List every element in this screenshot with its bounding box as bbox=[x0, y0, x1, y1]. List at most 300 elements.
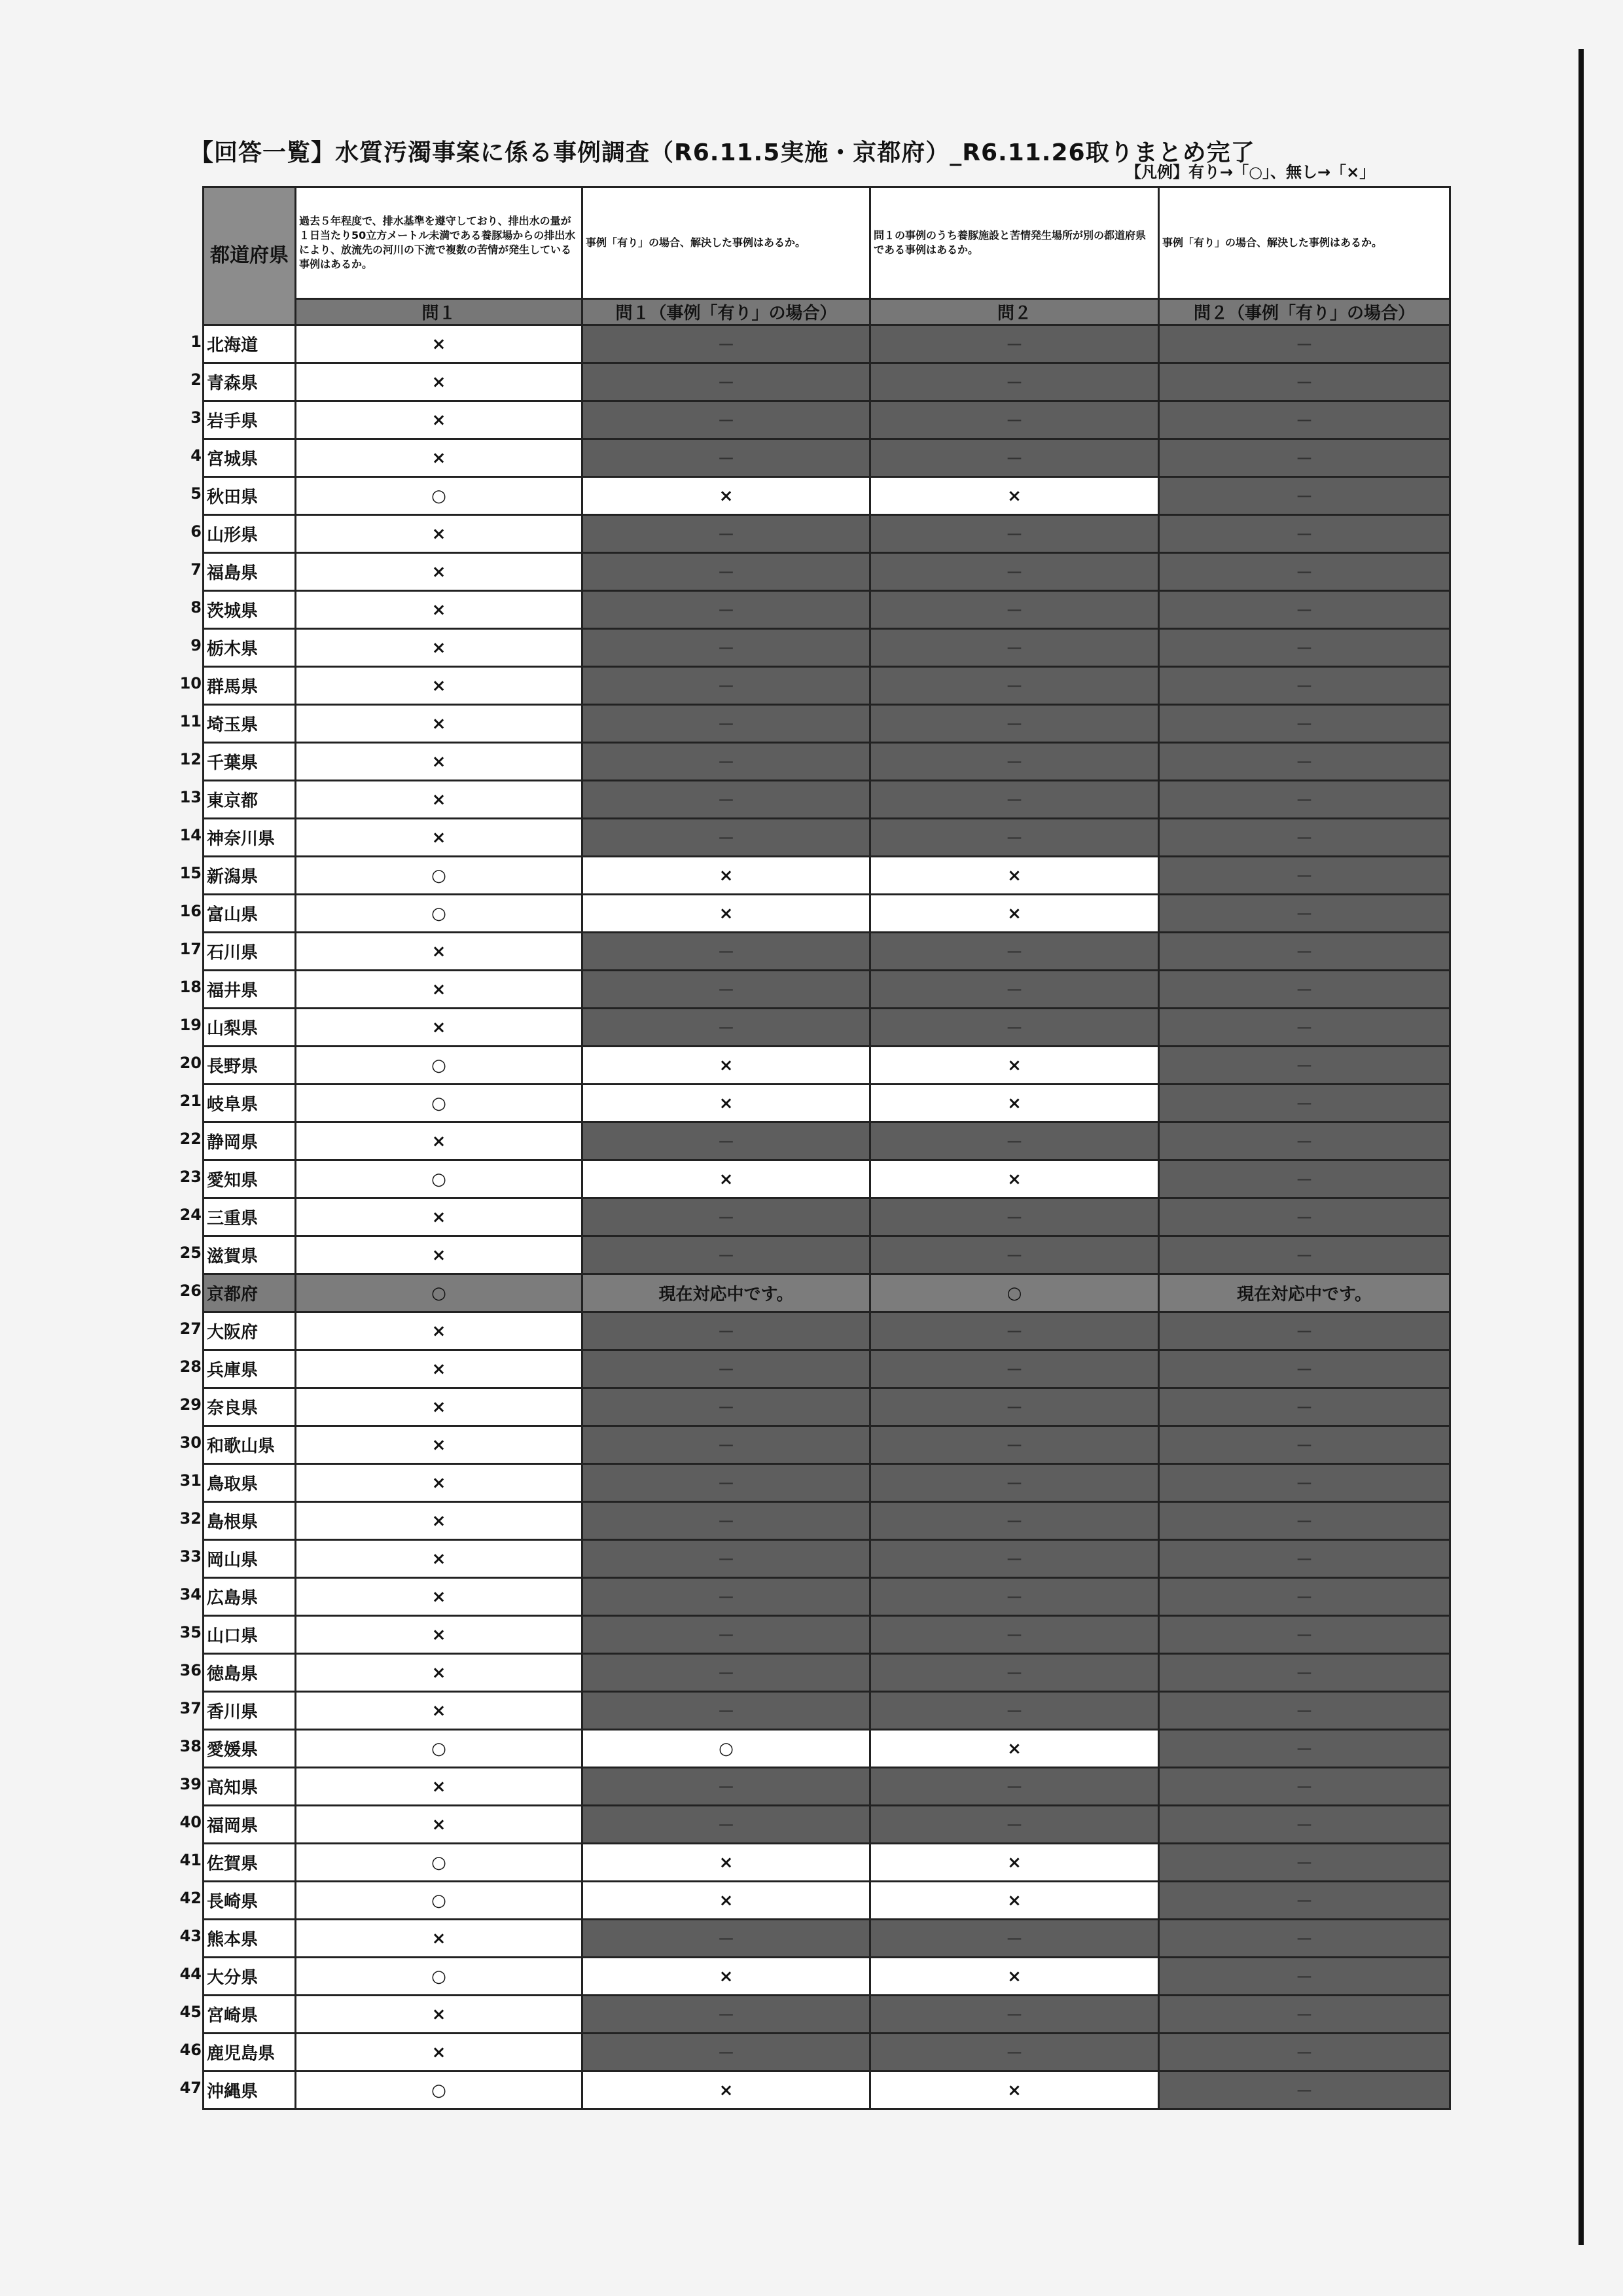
answer-q2b: － bbox=[1159, 705, 1450, 743]
answer-q1b: － bbox=[582, 439, 870, 477]
answer-q2b: － bbox=[1159, 591, 1450, 629]
prefecture-name: 長野県 bbox=[207, 1057, 259, 1077]
table-row bbox=[204, 1085, 1450, 1122]
answer-q1b: － bbox=[582, 705, 870, 743]
prefecture-cell bbox=[179, 1160, 296, 1198]
answer-q1b: × bbox=[582, 1844, 870, 1882]
row-number: 25 bbox=[179, 1244, 202, 1262]
row-number: 13 bbox=[179, 788, 202, 806]
answer-q2b: － bbox=[1159, 1806, 1450, 1844]
answer-q2: － bbox=[870, 1578, 1159, 1616]
prefecture-name: 千葉県 bbox=[207, 753, 259, 773]
answer-q2b: － bbox=[1159, 1198, 1450, 1236]
answer-q2: － bbox=[870, 1350, 1159, 1388]
row-number: 20 bbox=[179, 1054, 202, 1072]
prefecture-name: 三重県 bbox=[207, 1209, 259, 1229]
prefecture-cell bbox=[190, 515, 296, 553]
answer-q1: × bbox=[296, 971, 582, 1009]
prefecture-cell bbox=[179, 1958, 296, 1996]
question-label-row bbox=[204, 299, 1450, 325]
answer-q2b: － bbox=[1159, 439, 1450, 477]
prefecture-cell bbox=[190, 553, 296, 591]
row-number: 37 bbox=[179, 1699, 202, 1717]
table-row bbox=[204, 553, 1450, 591]
answer-q1: × bbox=[296, 363, 582, 401]
table-row bbox=[204, 2072, 1450, 2109]
table-row bbox=[204, 515, 1450, 553]
answer-q1b: － bbox=[582, 401, 870, 439]
answer-q2b: － bbox=[1159, 401, 1450, 439]
header-row bbox=[204, 187, 1450, 299]
question-2b-label: 問２（事例「有り」の場合） bbox=[1159, 299, 1450, 325]
answer-q1: ○ bbox=[296, 1274, 582, 1312]
prefecture-name: 島根県 bbox=[207, 1513, 259, 1532]
answer-q1: × bbox=[296, 1768, 582, 1806]
answer-q1b: × bbox=[582, 1160, 870, 1198]
answer-q2: × bbox=[870, 1160, 1159, 1198]
table-row bbox=[204, 325, 1450, 363]
row-number: 22 bbox=[179, 1130, 202, 1148]
answer-q1b: 現在対応中です。 bbox=[582, 1274, 870, 1312]
answer-q2b: － bbox=[1159, 1578, 1450, 1616]
prefecture-name: 埼玉県 bbox=[207, 715, 259, 735]
answer-q1: ○ bbox=[296, 1085, 582, 1122]
document-title: 【回答一覧】水質汚濁事案に係る事例調査（R6.11.5実施・京都府）_R6.11.26取りまとめ完了 bbox=[190, 139, 1255, 166]
answer-q2b: － bbox=[1159, 1692, 1450, 1730]
answer-q2b: － bbox=[1159, 819, 1450, 857]
answer-q2b: － bbox=[1159, 1996, 1450, 2034]
answer-q2b: － bbox=[1159, 895, 1450, 933]
prefecture-cell bbox=[190, 477, 296, 515]
answer-q1: × bbox=[296, 439, 582, 477]
prefecture-name: 山梨県 bbox=[207, 1019, 259, 1039]
answer-q1b: － bbox=[582, 1540, 870, 1578]
answer-q2b: － bbox=[1159, 933, 1450, 971]
prefecture-name: 沖縄県 bbox=[207, 2082, 259, 2102]
row-number: 34 bbox=[179, 1585, 202, 1604]
answer-q1: × bbox=[296, 705, 582, 743]
row-number: 35 bbox=[179, 1623, 202, 1641]
row-number: 14 bbox=[179, 826, 202, 844]
answer-q1: × bbox=[296, 629, 582, 667]
answer-q2b: － bbox=[1159, 1540, 1450, 1578]
prefecture-name: 新潟県 bbox=[207, 867, 259, 887]
prefecture-cell bbox=[179, 1768, 296, 1806]
row-number: 29 bbox=[179, 1395, 202, 1414]
prefecture-name: 茨城県 bbox=[207, 601, 259, 621]
answer-q2b: － bbox=[1159, 1122, 1450, 1160]
table-row bbox=[204, 1009, 1450, 1047]
prefecture-cell bbox=[179, 1388, 296, 1426]
prefecture-cell bbox=[179, 971, 296, 1009]
answer-q1b: － bbox=[582, 629, 870, 667]
row-number: 7 bbox=[190, 560, 202, 579]
answer-q1: × bbox=[296, 1009, 582, 1047]
answer-q2: × bbox=[870, 1730, 1159, 1768]
prefecture-name: 宮崎県 bbox=[207, 2006, 259, 2026]
answer-q2: － bbox=[870, 591, 1159, 629]
answer-q2b: － bbox=[1159, 1236, 1450, 1274]
table-row bbox=[204, 1198, 1450, 1236]
answer-q1: × bbox=[296, 819, 582, 857]
answer-q2b: － bbox=[1159, 1388, 1450, 1426]
prefecture-name: 愛知県 bbox=[207, 1171, 259, 1191]
answer-q1b: － bbox=[582, 553, 870, 591]
answer-q1b: × bbox=[582, 477, 870, 515]
prefecture-name: 鳥取県 bbox=[207, 1475, 259, 1494]
answer-q2: － bbox=[870, 743, 1159, 781]
prefecture-cell bbox=[179, 1806, 296, 1844]
answer-q1b: － bbox=[582, 933, 870, 971]
row-number: 11 bbox=[179, 712, 202, 730]
answer-q1: ○ bbox=[296, 1730, 582, 1768]
row-number: 39 bbox=[179, 1775, 202, 1793]
row-number: 2 bbox=[190, 370, 202, 389]
table-row bbox=[204, 1502, 1450, 1540]
answer-q1: × bbox=[296, 667, 582, 705]
prefecture-name: 京都府 bbox=[207, 1285, 259, 1304]
prefecture-cell bbox=[179, 1502, 296, 1540]
prefecture-name: 秋田県 bbox=[207, 488, 259, 507]
row-number: 3 bbox=[190, 408, 202, 427]
answer-q2b: － bbox=[1159, 1085, 1450, 1122]
answer-q1b: × bbox=[582, 1047, 870, 1085]
answer-q1: × bbox=[296, 591, 582, 629]
prefecture-name: 福島県 bbox=[207, 564, 259, 583]
question-1b-label: 問１（事例「有り」の場合） bbox=[582, 299, 870, 325]
prefecture-name: 大分県 bbox=[207, 1968, 259, 1988]
table-row bbox=[204, 1426, 1450, 1464]
row-number: 27 bbox=[179, 1319, 202, 1338]
table-row bbox=[204, 477, 1450, 515]
prefecture-cell bbox=[179, 1009, 296, 1047]
answer-q1: × bbox=[296, 1198, 582, 1236]
table-row bbox=[204, 1578, 1450, 1616]
question-1-label: 問１ bbox=[296, 299, 582, 325]
table-row bbox=[204, 1730, 1450, 1768]
row-number: 30 bbox=[179, 1433, 202, 1452]
table-row bbox=[204, 1920, 1450, 1958]
answer-q1: × bbox=[296, 1578, 582, 1616]
prefecture-name: 神奈川県 bbox=[207, 829, 276, 849]
answer-q1b: － bbox=[582, 1806, 870, 1844]
answer-q1b: － bbox=[582, 667, 870, 705]
table-row bbox=[204, 401, 1450, 439]
row-number: 28 bbox=[179, 1357, 202, 1376]
answer-q1b: － bbox=[582, 363, 870, 401]
table-row bbox=[204, 1274, 1450, 1312]
answer-q2b: － bbox=[1159, 1312, 1450, 1350]
row-number: 44 bbox=[179, 1965, 202, 1983]
table-row bbox=[204, 1312, 1450, 1350]
answer-q1b: － bbox=[582, 1920, 870, 1958]
prefecture-cell bbox=[179, 705, 296, 743]
row-number: 24 bbox=[179, 1206, 202, 1224]
answer-q1b: － bbox=[582, 1350, 870, 1388]
answer-q1: ○ bbox=[296, 1882, 582, 1920]
prefecture-cell bbox=[179, 1996, 296, 2034]
answer-q2: － bbox=[870, 1236, 1159, 1274]
row-number: 21 bbox=[179, 1092, 202, 1110]
row-number: 8 bbox=[190, 598, 202, 617]
answer-q1: ○ bbox=[296, 477, 582, 515]
answer-q1: × bbox=[296, 1920, 582, 1958]
prefecture-name: 福井県 bbox=[207, 981, 259, 1001]
prefecture-name: 大阪府 bbox=[207, 1323, 259, 1342]
table-row bbox=[204, 2034, 1450, 2072]
answer-q2b: － bbox=[1159, 1426, 1450, 1464]
answer-q2b: － bbox=[1159, 629, 1450, 667]
prefecture-cell bbox=[179, 781, 296, 819]
table-row bbox=[204, 933, 1450, 971]
answer-q1b: － bbox=[582, 1996, 870, 2034]
prefecture-cell bbox=[179, 1085, 296, 1122]
answer-q2: － bbox=[870, 1920, 1159, 1958]
answer-q2b: － bbox=[1159, 1350, 1450, 1388]
answer-q2: ○ bbox=[870, 1274, 1159, 1312]
row-number: 15 bbox=[179, 864, 202, 882]
table-row bbox=[204, 705, 1450, 743]
answer-q1: ○ bbox=[296, 857, 582, 895]
prefecture-cell bbox=[179, 819, 296, 857]
answer-q2: － bbox=[870, 667, 1159, 705]
prefecture-name: 岐阜県 bbox=[207, 1095, 259, 1115]
answer-q1b: － bbox=[582, 1388, 870, 1426]
table-row bbox=[204, 667, 1450, 705]
answer-q2b: － bbox=[1159, 1768, 1450, 1806]
row-number: 46 bbox=[179, 2041, 202, 2059]
answer-q2: － bbox=[870, 1806, 1159, 1844]
table-row bbox=[204, 1616, 1450, 1654]
table-row bbox=[204, 1388, 1450, 1426]
answer-q2b: － bbox=[1159, 1160, 1450, 1198]
prefecture-name: 岡山県 bbox=[207, 1551, 259, 1570]
prefecture-name: 広島県 bbox=[207, 1588, 259, 1608]
row-number: 33 bbox=[179, 1547, 202, 1566]
answer-q2: － bbox=[870, 1312, 1159, 1350]
answer-q1b: － bbox=[582, 1578, 870, 1616]
answer-q2: － bbox=[870, 1692, 1159, 1730]
answer-q1b: － bbox=[582, 1009, 870, 1047]
table-row bbox=[204, 1047, 1450, 1085]
table-row bbox=[204, 1540, 1450, 1578]
answer-q2: × bbox=[870, 857, 1159, 895]
answer-q1b: － bbox=[582, 1654, 870, 1692]
table-row bbox=[204, 1350, 1450, 1388]
answer-q2b: － bbox=[1159, 2034, 1450, 2072]
answer-q2: － bbox=[870, 1616, 1159, 1654]
answer-q2b: － bbox=[1159, 1958, 1450, 1996]
prefecture-cell bbox=[190, 401, 296, 439]
prefecture-name: 滋賀県 bbox=[207, 1247, 259, 1266]
row-number: 10 bbox=[179, 674, 202, 692]
answer-q2b: － bbox=[1159, 1730, 1450, 1768]
answer-q2b: － bbox=[1159, 553, 1450, 591]
row-number: 12 bbox=[179, 750, 202, 768]
answer-q1: ○ bbox=[296, 1047, 582, 1085]
answer-q1: ○ bbox=[296, 1160, 582, 1198]
answer-q2b: － bbox=[1159, 1502, 1450, 1540]
answer-q1b: － bbox=[582, 2034, 870, 2072]
prefecture-cell bbox=[179, 1692, 296, 1730]
prefecture-cell bbox=[179, 1198, 296, 1236]
answer-q2b: － bbox=[1159, 1047, 1450, 1085]
answer-q2: － bbox=[870, 2034, 1159, 2072]
answer-q2: － bbox=[870, 553, 1159, 591]
prefecture-name: 栃木県 bbox=[207, 639, 259, 659]
answer-q2: － bbox=[870, 1768, 1159, 1806]
answer-q1: × bbox=[296, 1426, 582, 1464]
table-row bbox=[204, 1882, 1450, 1920]
prefecture-cell bbox=[179, 1350, 296, 1388]
row-number: 9 bbox=[190, 636, 202, 655]
prefecture-name: 富山県 bbox=[207, 905, 259, 925]
table-row bbox=[204, 819, 1450, 857]
answer-q2b: － bbox=[1159, 1920, 1450, 1958]
answer-q1: × bbox=[296, 1692, 582, 1730]
table-row bbox=[204, 363, 1450, 401]
answer-q1b: － bbox=[582, 1464, 870, 1502]
answer-q2: － bbox=[870, 819, 1159, 857]
answer-q1b: － bbox=[582, 1616, 870, 1654]
prefecture-cell bbox=[179, 1920, 296, 1958]
answer-q1b: － bbox=[582, 1692, 870, 1730]
prefecture-cell bbox=[179, 2072, 296, 2109]
row-number: 36 bbox=[179, 1661, 202, 1679]
answer-q1b: × bbox=[582, 895, 870, 933]
prefecture-name: 和歌山県 bbox=[207, 1437, 276, 1456]
answer-q2b: － bbox=[1159, 1616, 1450, 1654]
answer-q1b: － bbox=[582, 1768, 870, 1806]
answer-q2: － bbox=[870, 1654, 1159, 1692]
answer-q1b: － bbox=[582, 1122, 870, 1160]
table-row bbox=[204, 781, 1450, 819]
prefecture-name: 山形県 bbox=[207, 526, 259, 545]
answer-q2: × bbox=[870, 1085, 1159, 1122]
table-row bbox=[204, 439, 1450, 477]
answer-q2: － bbox=[870, 971, 1159, 1009]
prefecture-name: 徳島県 bbox=[207, 1664, 259, 1684]
prefecture-header: 都道府県 bbox=[204, 187, 296, 325]
table-row bbox=[204, 971, 1450, 1009]
answer-q1b: － bbox=[582, 1236, 870, 1274]
answer-q1b: × bbox=[582, 1085, 870, 1122]
table-row bbox=[204, 591, 1450, 629]
answer-q2: × bbox=[870, 2072, 1159, 2109]
answer-q1: × bbox=[296, 325, 582, 363]
answer-q1: × bbox=[296, 515, 582, 553]
prefecture-cell bbox=[179, 2034, 296, 2072]
prefecture-cell bbox=[179, 1274, 296, 1312]
question-2-text: 問１の事例のうち養豚施設と苦情発生場所が別の都道府県である事例はあるか。 bbox=[870, 187, 1159, 299]
prefecture-name: 石川県 bbox=[207, 943, 259, 963]
prefecture-cell bbox=[179, 1426, 296, 1464]
answer-q1: × bbox=[296, 2034, 582, 2072]
answer-q2: － bbox=[870, 363, 1159, 401]
answer-q1: × bbox=[296, 1806, 582, 1844]
row-number: 4 bbox=[190, 446, 202, 465]
prefecture-name: 山口県 bbox=[207, 1626, 259, 1646]
answer-q1: ○ bbox=[296, 1844, 582, 1882]
answer-q1: ○ bbox=[296, 2072, 582, 2109]
row-number: 1 bbox=[190, 332, 202, 351]
answer-q2: － bbox=[870, 1464, 1159, 1502]
answer-q1b: × bbox=[582, 857, 870, 895]
answer-q1b: × bbox=[582, 1958, 870, 1996]
answer-q1: ○ bbox=[296, 895, 582, 933]
answer-q2: － bbox=[870, 439, 1159, 477]
prefecture-cell bbox=[190, 363, 296, 401]
row-number: 41 bbox=[179, 1851, 202, 1869]
answer-q2: － bbox=[870, 1198, 1159, 1236]
answer-q1: × bbox=[296, 401, 582, 439]
answer-q2: － bbox=[870, 1009, 1159, 1047]
answer-q2: － bbox=[870, 1502, 1159, 1540]
answer-q1b: － bbox=[582, 743, 870, 781]
answer-q1: × bbox=[296, 1350, 582, 1388]
survey-response-table bbox=[179, 186, 1451, 2110]
prefecture-name: 愛媛県 bbox=[207, 1740, 259, 1760]
table-row bbox=[204, 1806, 1450, 1844]
prefecture-cell bbox=[179, 1540, 296, 1578]
prefecture-name: 兵庫県 bbox=[207, 1361, 259, 1380]
prefecture-name: 佐賀県 bbox=[207, 1854, 259, 1874]
row-number: 6 bbox=[190, 522, 202, 541]
answer-q2b: － bbox=[1159, 743, 1450, 781]
prefecture-name: 静岡県 bbox=[207, 1133, 259, 1153]
answer-q1b: － bbox=[582, 325, 870, 363]
row-number: 40 bbox=[179, 1813, 202, 1831]
prefecture-name: 長崎県 bbox=[207, 1892, 259, 1912]
prefecture-cell bbox=[179, 667, 296, 705]
prefecture-cell bbox=[179, 1122, 296, 1160]
prefecture-cell bbox=[190, 325, 296, 363]
table-row bbox=[204, 1464, 1450, 1502]
answer-q2b: － bbox=[1159, 477, 1450, 515]
answer-q2b: － bbox=[1159, 1882, 1450, 1920]
question-1b-text: 事例「有り」の場合、解決した事例はあるか。 bbox=[582, 187, 870, 299]
row-number: 5 bbox=[190, 484, 202, 503]
answer-q1: × bbox=[296, 1616, 582, 1654]
prefecture-cell bbox=[179, 1844, 296, 1882]
answer-q2b: － bbox=[1159, 1844, 1450, 1882]
row-number: 31 bbox=[179, 1471, 202, 1490]
row-number: 19 bbox=[179, 1016, 202, 1034]
answer-q1: × bbox=[296, 1996, 582, 2034]
prefecture-cell bbox=[179, 1464, 296, 1502]
answer-q1b: － bbox=[582, 819, 870, 857]
answer-q2b: 現在対応中です。 bbox=[1159, 1274, 1450, 1312]
prefecture-name: 青森県 bbox=[207, 374, 259, 393]
answer-q1: × bbox=[296, 1502, 582, 1540]
answer-q2: － bbox=[870, 629, 1159, 667]
answer-q1b: × bbox=[582, 2072, 870, 2109]
answer-q2b: － bbox=[1159, 515, 1450, 553]
answer-q2: － bbox=[870, 1122, 1159, 1160]
table-row bbox=[204, 629, 1450, 667]
table-row bbox=[204, 1692, 1450, 1730]
table-row bbox=[204, 1654, 1450, 1692]
answer-q2: － bbox=[870, 325, 1159, 363]
answer-q1b: － bbox=[582, 515, 870, 553]
scan-edge-bar bbox=[1578, 49, 1584, 2245]
prefecture-cell bbox=[179, 1654, 296, 1692]
answer-q2: × bbox=[870, 1958, 1159, 1996]
prefecture-cell bbox=[179, 857, 296, 895]
prefecture-name: 奈良県 bbox=[207, 1399, 259, 1418]
table-row bbox=[204, 743, 1450, 781]
answer-q1b: － bbox=[582, 1502, 870, 1540]
